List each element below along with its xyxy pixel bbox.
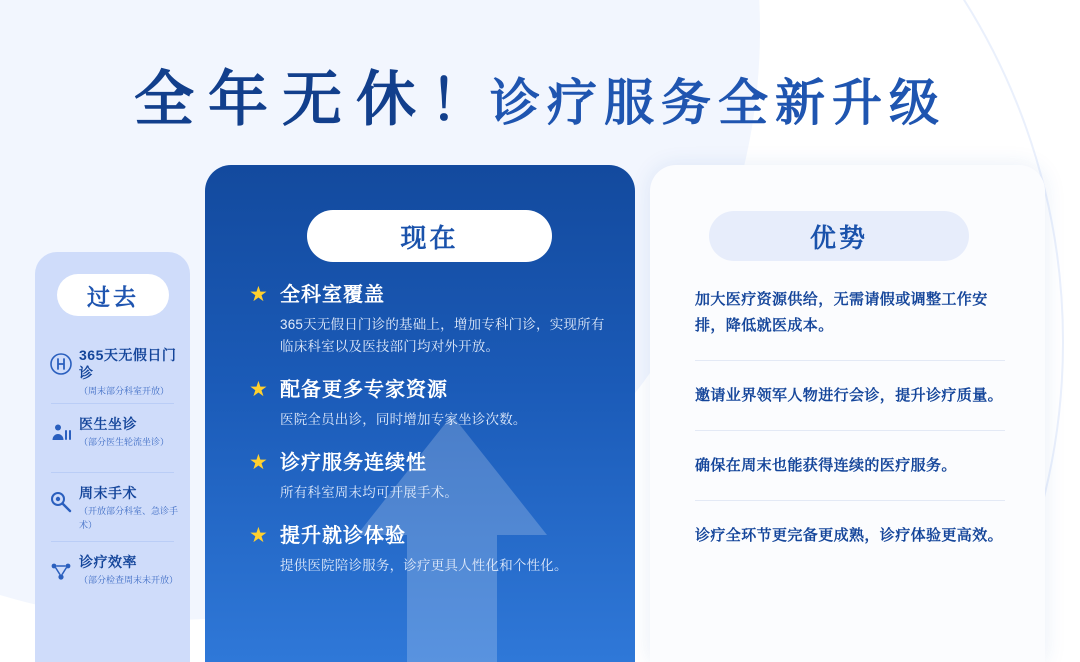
star-icon: ★ — [249, 378, 268, 401]
list-item-title: 医生坐诊 — [79, 416, 137, 432]
efficiency-icon — [49, 559, 73, 583]
past-list — [35, 334, 190, 610]
list-item-text: 邀请业界领军人物进行会诊，提升诊疗质量。 — [695, 387, 1004, 404]
list-item[interactable] — [695, 453, 1005, 501]
list-item-title: 周末手术 — [79, 485, 137, 501]
star-icon: ★ — [249, 524, 268, 547]
list-item[interactable] — [35, 472, 190, 541]
past-panel — [35, 252, 190, 662]
list-item-text: 确保在周末也能获得连续的医疗服务。 — [695, 457, 957, 474]
advantage-badge: 优势 — [709, 211, 969, 261]
list-item-desc: 医院全员出诊，同时增加专家坐诊次数。 — [280, 412, 527, 427]
doctor-icon — [49, 421, 73, 445]
list-item-title: 365天无假日门诊 — [79, 347, 177, 381]
list-item[interactable] — [695, 383, 1005, 431]
list-item[interactable] — [249, 283, 609, 358]
now-list — [249, 283, 609, 597]
now-badge: 现在 — [307, 210, 552, 262]
list-item-title: 全科室覆盖 — [280, 284, 385, 306]
star-icon: ★ — [249, 283, 268, 306]
title-rest: 诊疗服务全新升级 — [490, 75, 946, 131]
list-item-title: 诊疗服务连续性 — [280, 452, 427, 474]
list-item[interactable] — [249, 378, 609, 431]
list-item-title: 配备更多专家资源 — [280, 379, 448, 401]
surgery-icon — [49, 490, 73, 514]
title-exclamation: ！ — [430, 69, 486, 132]
advantage-list — [695, 287, 1005, 593]
list-item-title: 诊疗效率 — [79, 554, 137, 570]
hospital-icon — [49, 352, 73, 376]
list-item[interactable] — [35, 403, 190, 472]
list-item-desc: 所有科室周末均可开展手术。 — [280, 485, 459, 500]
list-item-title: 提升就诊体验 — [280, 525, 406, 547]
list-item-sub: （部分医生轮流坐诊） — [79, 437, 170, 447]
advantage-panel — [650, 165, 1045, 662]
now-panel — [205, 165, 635, 662]
list-item[interactable] — [35, 334, 190, 403]
list-item[interactable] — [695, 523, 1005, 571]
list-item-text: 诊疗全环节更完备更成熟，诊疗体验更高效。 — [695, 527, 1004, 544]
list-item[interactable] — [35, 541, 190, 610]
list-item-desc: 提供医院陪诊服务，诊疗更具人性化和个性化。 — [280, 558, 568, 573]
title-strong: 全年无休 — [134, 66, 430, 133]
list-item-desc: 365天无假日门诊的基础上，增加专科门诊，实现所有临床科室以及医技部门均对外开放。 — [280, 317, 605, 354]
past-badge: 过去 — [57, 274, 169, 316]
list-item-sub: （周末部分科室开放） — [79, 386, 170, 396]
list-item[interactable] — [249, 524, 609, 577]
list-item[interactable] — [695, 287, 1005, 361]
list-item-text: 加大医疗资源供给，无需请假或调整工作安排，降低就医成本。 — [695, 291, 988, 334]
list-item-sub: （部分检查周末未开放） — [79, 575, 179, 585]
list-item[interactable] — [249, 451, 609, 504]
page-title — [0, 52, 1080, 138]
list-item-sub: （开放部分科室、急诊手术） — [79, 506, 179, 530]
star-icon: ★ — [249, 451, 268, 474]
